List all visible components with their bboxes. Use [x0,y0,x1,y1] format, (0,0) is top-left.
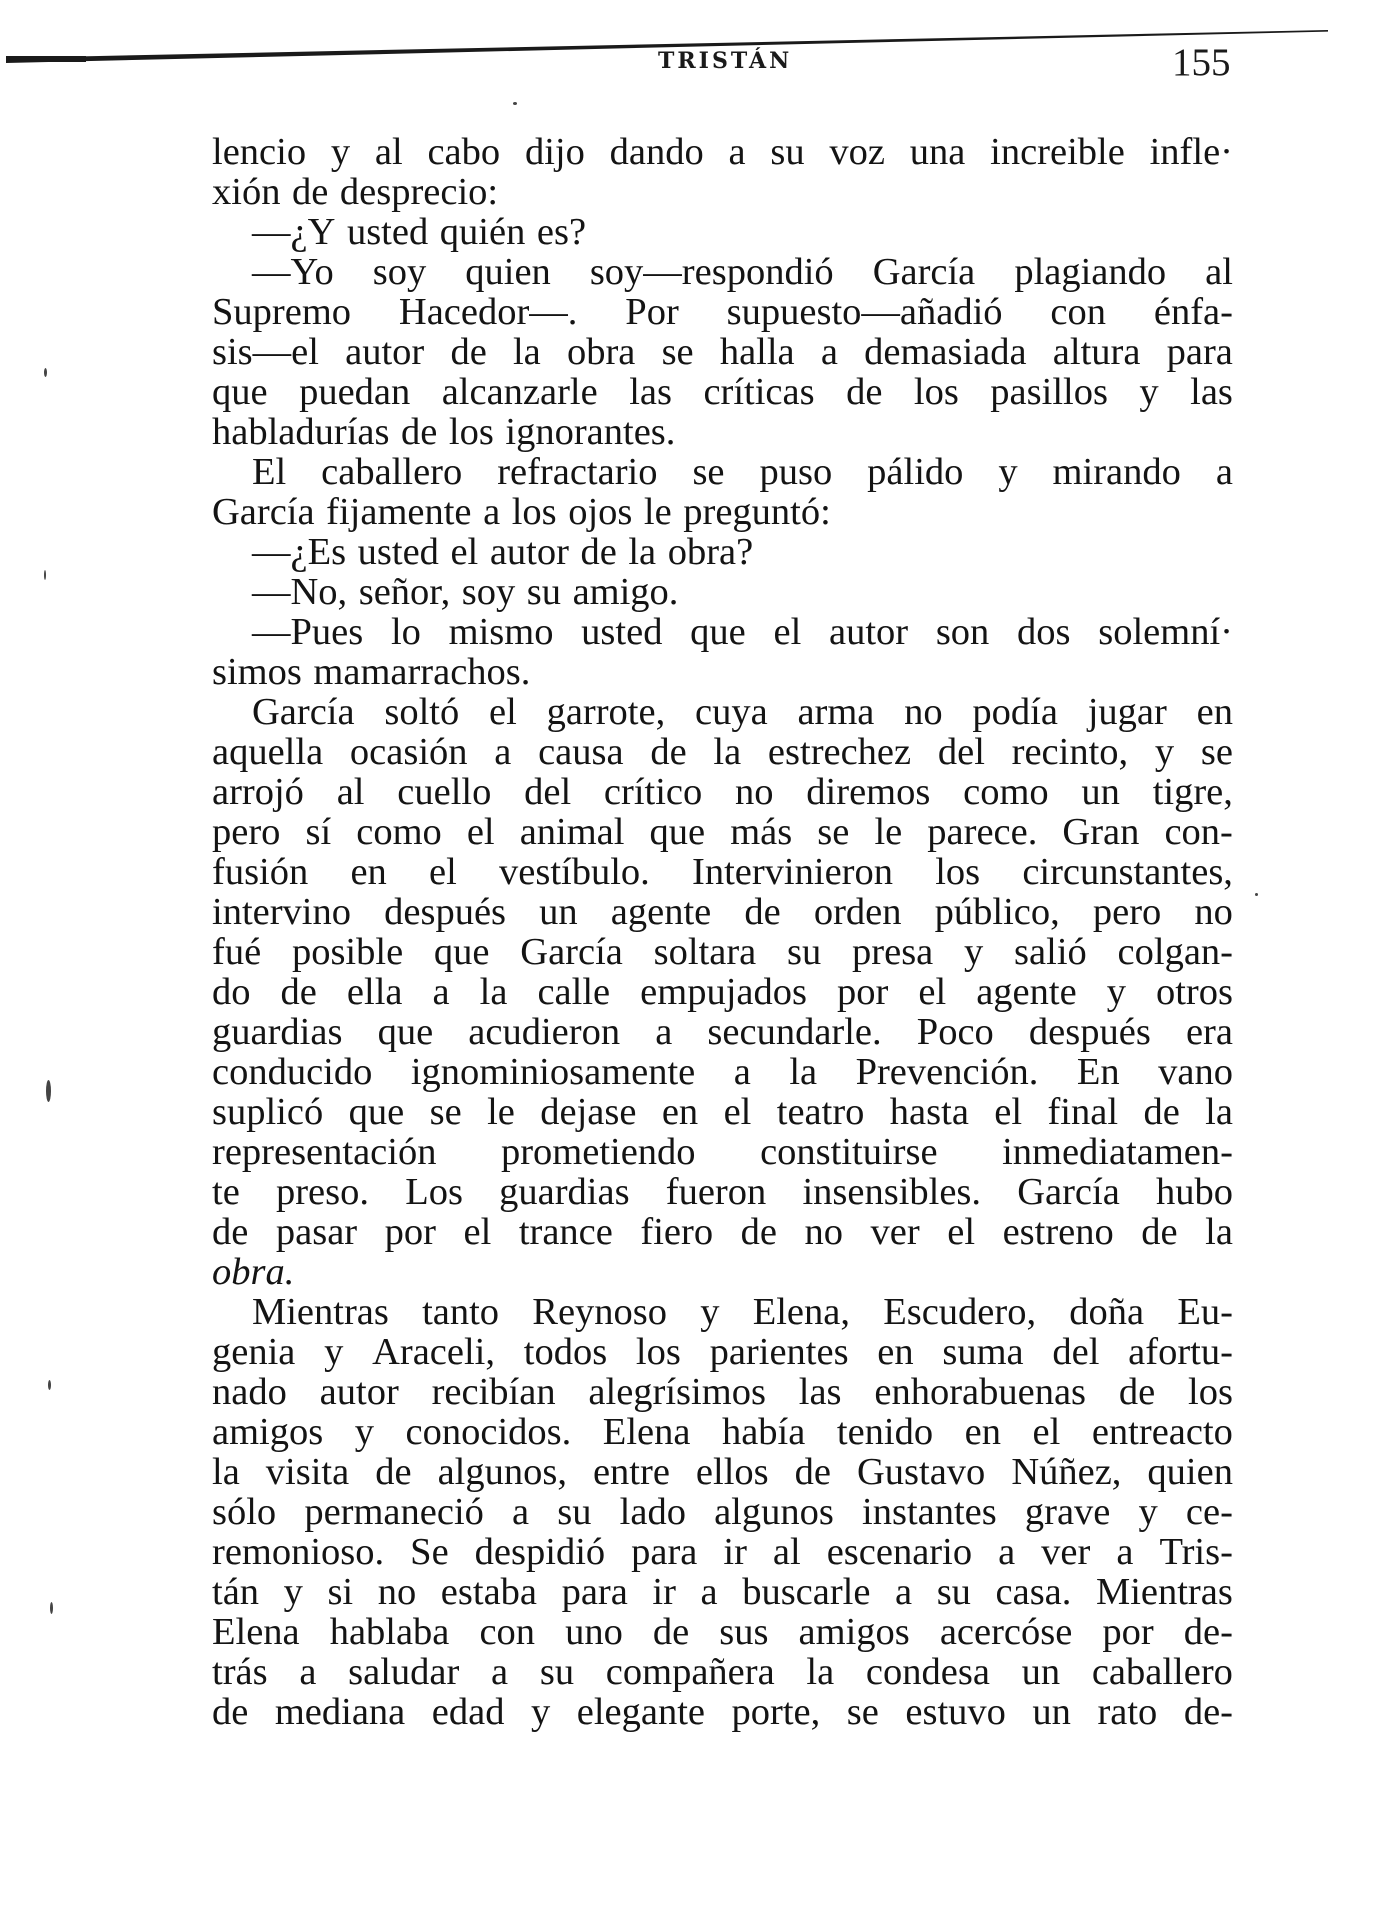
text-line: trás a saludar a su compañera la condesa un caballero [212,1651,1233,1693]
text-line: obra. [212,1251,295,1293]
body-text [212,132,1233,1732]
text-line: representación prometiendo constituirse inmediatamen- [212,1131,1233,1173]
text-line: fué posible que García soltara su presa y salió colgan- [212,931,1233,973]
text-line: García soltó el garrote, cuya arma no podía jugar en [252,691,1233,733]
text-line: —¿Y usted quién es? [252,211,587,253]
text-line: la visita de algunos, entre ellos de Gustavo Núñez, quien [212,1451,1233,1493]
text-line: xión de desprecio: [212,171,499,213]
text-line: amigos y conocidos. Elena había tenido en el entreacto [212,1411,1233,1453]
text-line: suplicó que se le dejase en el teatro hasta el final de la [212,1091,1233,1133]
text-line: do de ella a la calle empujados por el agente y otros [212,971,1233,1013]
text-line: Elena hablaba con uno de sus amigos acercóse por de- [212,1611,1233,1653]
scan-speck [50,1602,53,1614]
text-line: sólo permaneció a su lado algunos instantes grave y ce- [212,1491,1233,1533]
scan-speck [513,102,517,105]
text-line: intervino después un agente de orden público, pero no [212,891,1233,933]
text-line: remonioso. Se despidió para ir al escenario a ver a Tris- [212,1531,1233,1573]
text-line: habladurías de los ignorantes. [212,411,676,453]
scan-speck [48,1380,51,1390]
page-number: 155 [1172,41,1231,84]
text-line: —Yo soy quien soy—respondió García plagiando al [252,251,1233,293]
text-line: fusión en el vestíbulo. Intervinieron los circunstantes, [212,851,1233,893]
text-line: sis—el autor de la obra se halla a demasiada altura para [212,331,1233,373]
running-title: TRISTÁN [658,48,793,74]
text-line: de pasar por el trance fiero de no ver el estreno de la [212,1211,1233,1253]
text-line: conducido ignominiosamente a la Prevención. En vano [212,1051,1233,1093]
text-line: pero sí como el animal que más se le parece. Gran con- [212,811,1233,853]
text-line: lencio y al cabo dijo dando a su voz una increible infle· [212,131,1233,173]
text-line: García fijamente a los ojos le preguntó: [212,491,831,533]
text-line: tán y si no estaba para ir a buscarle a su casa. Mientras [212,1571,1233,1613]
text-line: que puedan alcanzarle las críticas de los pasillos y las [212,371,1233,413]
text-line: Supremo Hacedor—. Por supuesto—añadió con énfa- [212,291,1233,333]
text-line: El caballero refractario se puso pálido y mirando a [252,451,1233,493]
text-line: aquella ocasión a causa de la estrechez del recinto, y se [212,731,1233,773]
text-line: arrojó al cuello del crítico no diremos como un tigre, [212,771,1233,813]
text-line: simos mamarrachos. [212,651,531,693]
text-line: genia y Araceli, todos los parientes en suma del afortu- [212,1331,1233,1373]
scan-speck [44,368,47,377]
text-line: te preso. Los guardias fueron insensibles. García hubo [212,1171,1233,1213]
text-line: Mientras tanto Reynoso y Elena, Escudero, doña Eu- [252,1291,1233,1333]
scan-speck [46,1080,51,1102]
text-line: nado autor recibían alegrísimos las enhorabuenas de los [212,1371,1233,1413]
text-line: —No, señor, soy su amigo. [252,571,679,613]
text-line: —Pues lo mismo usted que el autor son dos solemní· [252,611,1233,653]
text-line: —¿Es usted el autor de la obra? [252,531,754,573]
text-line: de mediana edad y elegante porte, se estuvo un rato de- [212,1691,1233,1733]
scan-speck [1255,893,1258,896]
scan-speck [44,570,46,580]
text-line: guardias que acudieron a secundarle. Poco después era [212,1011,1233,1053]
